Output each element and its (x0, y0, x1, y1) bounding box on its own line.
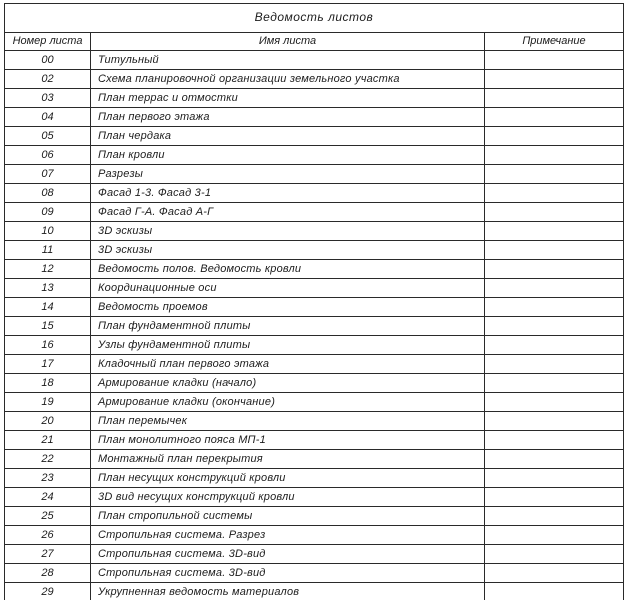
sheet-note (485, 184, 624, 203)
sheet-note (485, 450, 624, 469)
table-row (5, 51, 624, 70)
sheet-note (485, 127, 624, 146)
sheet-number: 25 (5, 507, 91, 526)
sheet-name: Стропильная система. 3D-вид (91, 545, 485, 564)
sheet-note (485, 222, 624, 241)
sheet-number: 14 (5, 298, 91, 317)
sheet-name: Ведомость проемов (91, 298, 485, 317)
sheet-note (485, 469, 624, 488)
table-row (5, 450, 624, 469)
sheet-name: Ведомость полов. Ведомость кровли (91, 260, 485, 279)
sheet-note (485, 393, 624, 412)
table-row (5, 507, 624, 526)
table-header-row (5, 33, 624, 51)
sheet-number: 22 (5, 450, 91, 469)
sheet-note (485, 165, 624, 184)
sheet-number: 02 (5, 70, 91, 89)
table-row (5, 317, 624, 336)
sheet-number: 10 (5, 222, 91, 241)
sheet-name: Кладочный план первого этажа (91, 355, 485, 374)
table-row (5, 260, 624, 279)
sheet-name: Титульный (91, 51, 485, 70)
sheet-name: Стропильная система. 3D-вид (91, 564, 485, 583)
sheet-note (485, 70, 624, 89)
sheet-number: 05 (5, 127, 91, 146)
sheet-name: План чердака (91, 127, 485, 146)
sheet-number: 29 (5, 583, 91, 600)
sheet-name: План стропильной системы (91, 507, 485, 526)
sheet-note (485, 431, 624, 450)
sheet-number: 18 (5, 374, 91, 393)
sheet-list-table (4, 3, 624, 600)
sheet-name: Армирование кладки (окончание) (91, 393, 485, 412)
table-title: Ведомость листов (5, 4, 624, 33)
table-row (5, 545, 624, 564)
sheet-name: 3D эскизы (91, 222, 485, 241)
sheet-number: 23 (5, 469, 91, 488)
table-row (5, 222, 624, 241)
sheet-note (485, 355, 624, 374)
table-title-row (5, 4, 624, 33)
sheet-number: 04 (5, 108, 91, 127)
sheet-number: 08 (5, 184, 91, 203)
sheet-name: План кровли (91, 146, 485, 165)
table-row (5, 89, 624, 108)
column-header-note: Примечание (485, 33, 624, 51)
sheet-name: План первого этажа (91, 108, 485, 127)
sheet-note (485, 108, 624, 127)
sheet-name: План перемычек (91, 412, 485, 431)
sheet-number: 16 (5, 336, 91, 355)
table-row (5, 374, 624, 393)
sheet-name: Укрупненная ведомость материалов (91, 583, 485, 600)
sheet-number: 28 (5, 564, 91, 583)
sheet-name: Стропильная система. Разрез (91, 526, 485, 545)
table-row (5, 165, 624, 184)
sheet-note (485, 203, 624, 222)
sheet-number: 09 (5, 203, 91, 222)
sheet-note (485, 507, 624, 526)
sheet-note (485, 317, 624, 336)
sheet-note (485, 545, 624, 564)
table-row (5, 583, 624, 600)
sheet-number: 20 (5, 412, 91, 431)
sheet-number: 24 (5, 488, 91, 507)
sheet-table-body (5, 4, 624, 600)
sheet-note (485, 51, 624, 70)
sheet-name: Схема планировочной организации земельного участка (91, 70, 485, 89)
sheet-note (485, 241, 624, 260)
table-row (5, 431, 624, 450)
sheet-number: 00 (5, 51, 91, 70)
sheet-number: 26 (5, 526, 91, 545)
sheet-note (485, 146, 624, 165)
sheet-name: План фундаментной плиты (91, 317, 485, 336)
sheet-name: Разрезы (91, 165, 485, 184)
sheet-name: 3D вид несущих конструкций кровли (91, 488, 485, 507)
table-row (5, 355, 624, 374)
sheet-name: 3D эскизы (91, 241, 485, 260)
sheet-number: 19 (5, 393, 91, 412)
sheet-note (485, 488, 624, 507)
table-row (5, 241, 624, 260)
sheet-name: План несущих конструкций кровли (91, 469, 485, 488)
sheet-number: 03 (5, 89, 91, 108)
sheet-number: 27 (5, 545, 91, 564)
sheet-number: 13 (5, 279, 91, 298)
sheet-note (485, 260, 624, 279)
sheet-note (485, 336, 624, 355)
sheet-number: 17 (5, 355, 91, 374)
table-row (5, 336, 624, 355)
sheet-name: Монтажный план перекрытия (91, 450, 485, 469)
table-row (5, 564, 624, 583)
table-row (5, 488, 624, 507)
sheet-number: 15 (5, 317, 91, 336)
table-row (5, 393, 624, 412)
sheet-name: Фасад Г-А. Фасад А-Г (91, 203, 485, 222)
sheet-note (485, 564, 624, 583)
sheet-note (485, 279, 624, 298)
table-row (5, 412, 624, 431)
sheet-number: 11 (5, 241, 91, 260)
table-row (5, 127, 624, 146)
sheet-number: 12 (5, 260, 91, 279)
sheet-name: Армирование кладки (начало) (91, 374, 485, 393)
table-row (5, 298, 624, 317)
sheet-note (485, 412, 624, 431)
sheet-name: Координационные оси (91, 279, 485, 298)
sheet-name: План террас и отмостки (91, 89, 485, 108)
sheet-note (485, 583, 624, 600)
sheet-note (485, 374, 624, 393)
table-row (5, 184, 624, 203)
sheet-name: Фасад 1-3. Фасад 3-1 (91, 184, 485, 203)
table-row (5, 108, 624, 127)
column-header-name: Имя листа (91, 33, 485, 51)
column-header-number: Номер листа (5, 33, 91, 51)
sheet-number: 21 (5, 431, 91, 450)
sheet-note (485, 89, 624, 108)
table-row (5, 279, 624, 298)
sheet-number: 06 (5, 146, 91, 165)
sheet-name: План монолитного пояса МП-1 (91, 431, 485, 450)
table-row (5, 526, 624, 545)
sheet-number: 07 (5, 165, 91, 184)
sheet-note (485, 526, 624, 545)
sheet-note (485, 298, 624, 317)
table-row (5, 469, 624, 488)
sheet-name: Узлы фундаментной плиты (91, 336, 485, 355)
table-row (5, 146, 624, 165)
table-row (5, 70, 624, 89)
table-row (5, 203, 624, 222)
